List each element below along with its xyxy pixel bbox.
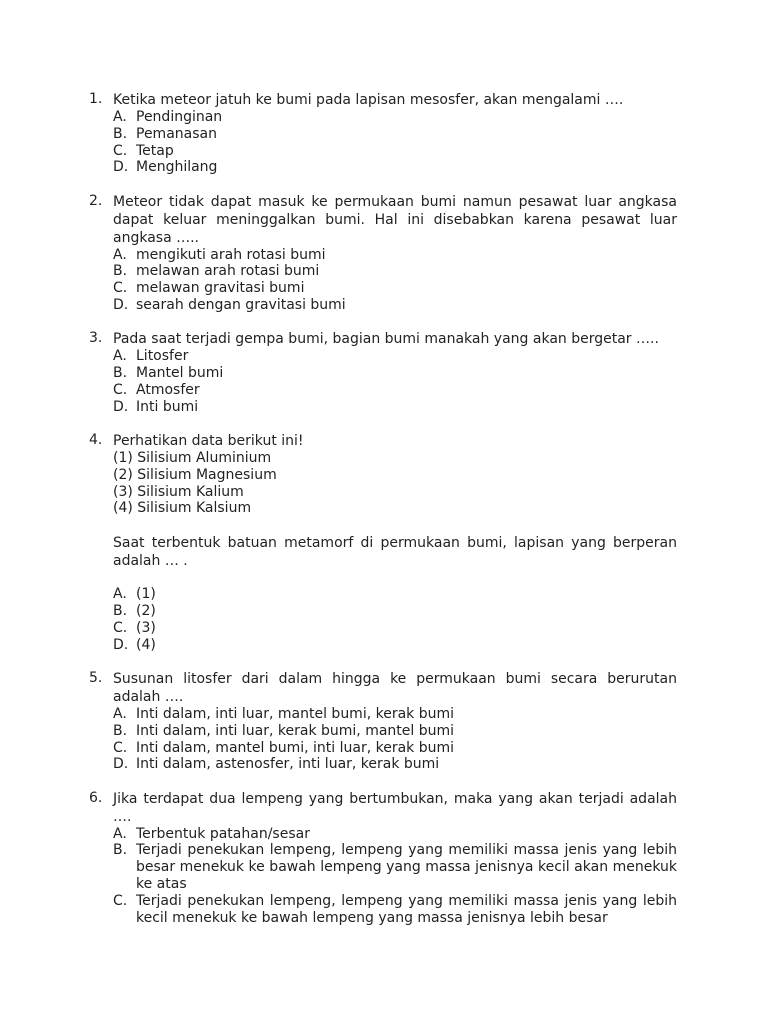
option-d [113,159,677,176]
option-letter: A. [113,705,127,722]
option-c [113,382,677,399]
question-number: 1. [89,91,103,107]
question-body [113,670,677,773]
option-a [113,826,677,843]
question-stem: Pada saat terjadi gempa bumi, bagian bumi manakah yang akan bergetar ….. [113,331,659,348]
option-letter: D. [113,756,129,773]
option-d [113,297,677,314]
question-body [113,330,677,415]
question-text: Saat terbentuk batuan metamorf di permukaan bumi, lapisan yang berperan adalah … . [113,534,677,569]
option-letter: A. [113,246,127,263]
option-text: Inti dalam, inti luar, kerak bumi, mantel bumi [136,722,455,739]
option-text: searah dengan gravitasi bumi [136,297,346,314]
option-c [113,143,677,160]
data-list-item: (1) Silisium Aluminium [113,450,272,467]
option-a [113,109,677,126]
question-number: 2. [89,192,103,209]
question-4 [0,432,768,653]
option-c [113,893,677,927]
question-stem: Ketika meteor jatuh ke bumi pada lapisan mesosfer, akan mengalami …. [113,92,624,108]
option-text: (3) [136,619,156,636]
option-a [113,706,677,723]
question-sheet [0,91,768,943]
option-letter: C. [113,280,128,297]
option-c [113,620,677,637]
question-body [113,432,677,653]
option-letter: C. [113,619,128,636]
option-letter: B. [113,365,128,382]
data-list-item: (2) Silisium Magnesium [113,466,277,483]
option-letter: D. [113,636,129,653]
option-text: Terbentuk patahan/sesar [136,825,310,842]
question-number: 5. [89,669,103,686]
option-text: Terjadi penekukan lempeng, lempeng yang memiliki massa jenis yang lebih besar menekuk ke bawah lempeng yang massa jenisnya kecil akan menekuk ke atas [136,842,677,893]
question-body [113,91,677,176]
option-text: (4) [136,636,156,653]
option-letter: B. [113,125,128,142]
option-letter: D. [113,297,129,314]
option-d [113,399,677,416]
option-letter: A. [113,348,127,365]
question-6 [0,790,768,927]
option-letter: A. [113,109,127,125]
question-stem: Perhatikan data berikut ini! [113,433,304,450]
option-text: mengikuti arah rotasi bumi [136,246,326,263]
option-a [113,586,677,603]
question-stem: Susunan litosfer dari dalam hingga ke permukaan bumi secara berurutan adalah …. [113,670,677,705]
option-text: Inti dalam, inti luar, mantel bumi, kerak bumi [136,705,455,722]
option-text: (1) [136,586,156,603]
option-letter: C. [113,381,128,398]
option-text: Menghilang [136,159,218,176]
question-number: 4. [89,432,103,449]
option-letter: D. [113,398,129,415]
question-stem: Meteor tidak dapat masuk ke permukaan bumi namun pesawat luar angkasa dapat keluar meninggalkan bumi. Hal ini disebabkan karena pesawat luar angkasa ….. [113,193,677,246]
option-a [113,247,677,264]
option-d [113,756,677,773]
data-list-item: (3) Silisium Kalium [113,483,244,500]
option-c [113,740,677,757]
option-letter: C. [113,142,128,159]
option-b [113,126,677,143]
option-letter: B. [113,263,128,280]
question-3 [0,330,768,415]
option-text: melawan arah rotasi bumi [136,263,320,280]
option-text: Atmosfer [136,381,200,398]
option-text: Litosfer [136,348,189,365]
option-b [113,723,677,740]
option-letter: A. [113,586,127,603]
option-b [113,842,677,892]
option-text: Pendinginan [136,109,223,125]
question-5 [0,670,768,773]
question-body [113,790,677,927]
option-text: Terjadi penekukan lempeng, lempeng yang memiliki massa jenis yang lebih kecil menekuk ke bawah lempeng yang massa jenisnya lebih besar [136,892,677,926]
option-d [113,637,677,654]
option-letter: C. [113,739,128,756]
option-text: Mantel bumi [136,365,224,382]
question-number: 3. [89,330,103,347]
option-letter: D. [113,159,129,176]
question-number: 6. [89,789,103,806]
option-b [113,603,677,620]
option-b [113,263,677,280]
option-text: Inti dalam, mantel bumi, inti luar, kerak bumi [136,739,455,756]
option-letter: B. [113,722,128,739]
option-text: Inti bumi [136,398,199,415]
option-c [113,280,677,297]
option-a [113,348,677,365]
option-text: Inti dalam, astenosfer, inti luar, kerak bumi [136,756,440,773]
question-1 [0,91,768,176]
option-text: Tetap [136,142,174,159]
option-text: Pemanasan [136,125,217,142]
option-text: (2) [136,603,156,620]
option-letter: B. [113,842,128,859]
option-b [113,365,677,382]
question-stem: Jika terdapat dua lempeng yang bertumbukan, maka yang akan terjadi adalah …. [113,790,677,825]
option-letter: B. [113,603,128,620]
option-text: melawan gravitasi bumi [136,280,305,297]
option-letter: A. [113,825,127,842]
option-letter: C. [113,892,128,909]
question-body [113,193,677,314]
question-2 [0,193,768,314]
data-list-item: (4) Silisium Kalsium [113,500,252,517]
